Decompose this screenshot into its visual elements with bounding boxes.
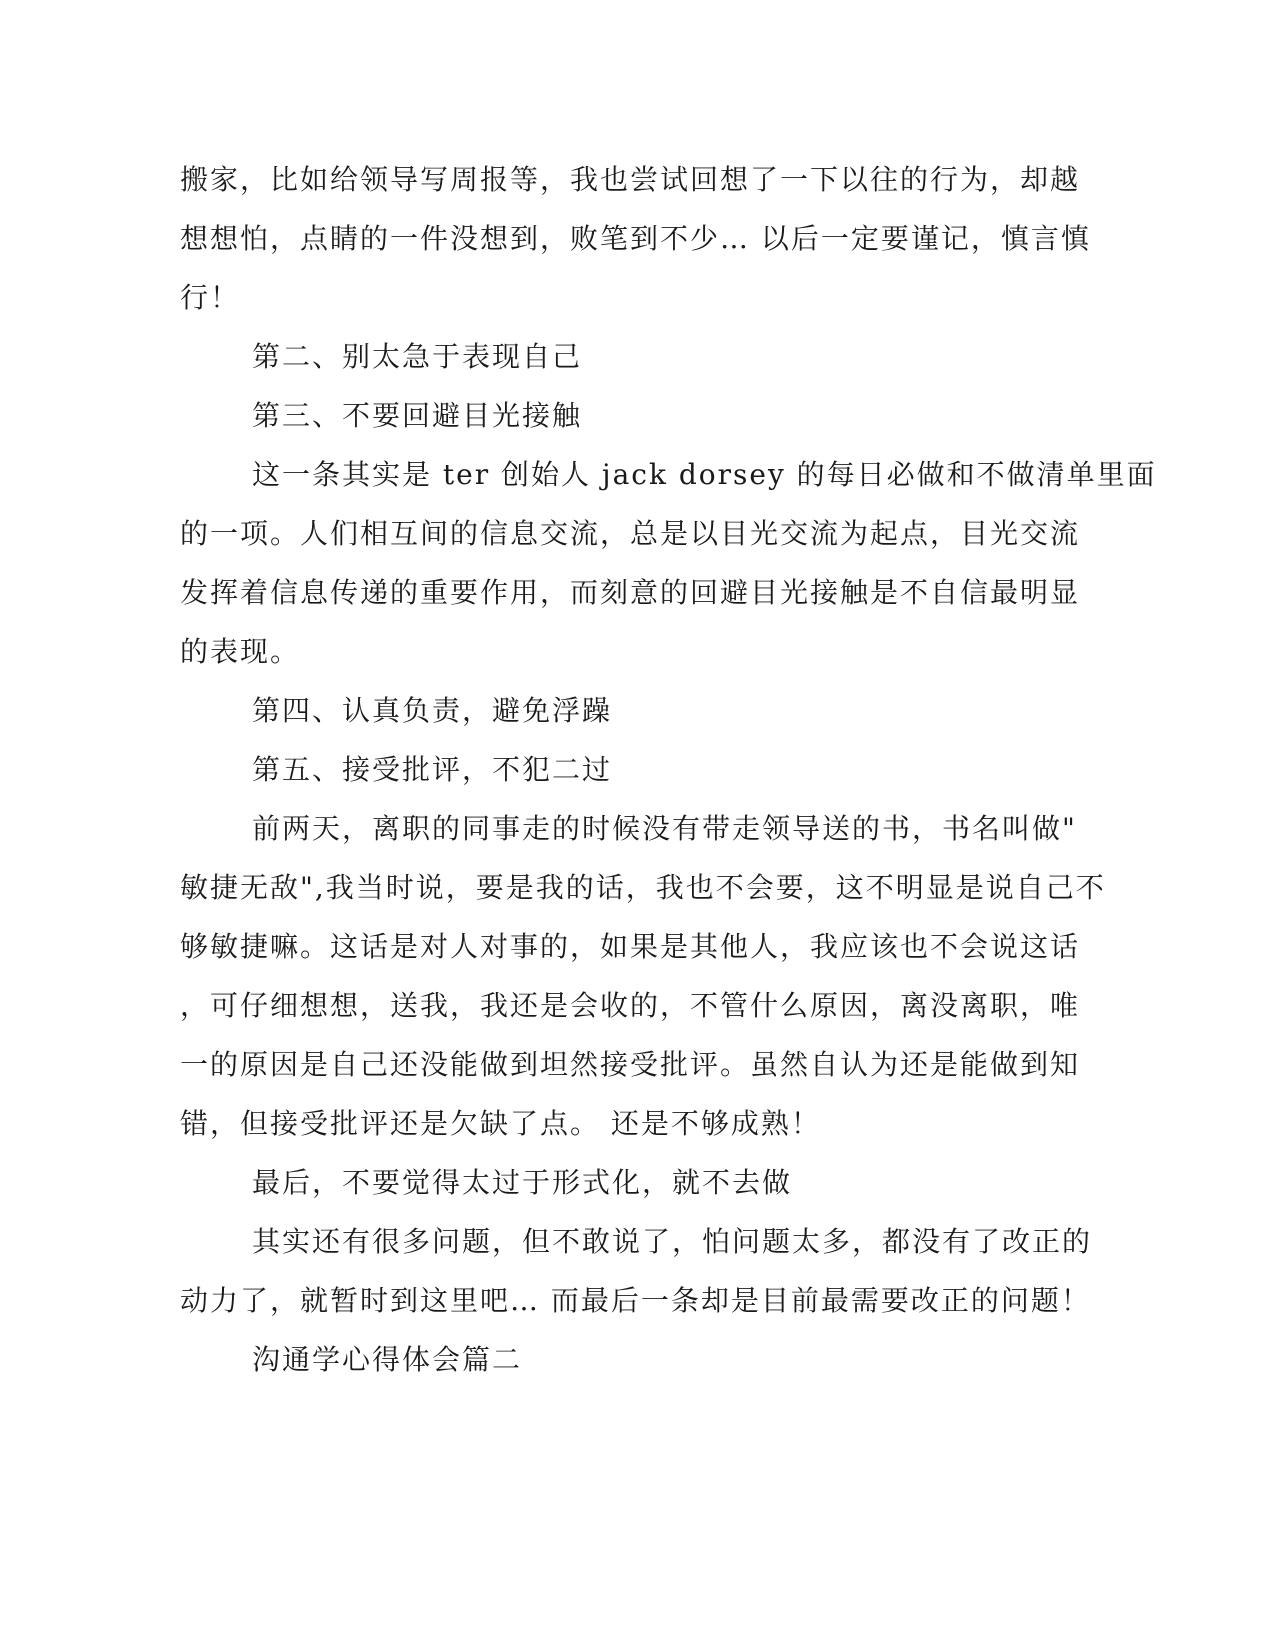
paragraph-line: 前两天，离职的同事走的时候没有带走领导送的书，书名叫做" bbox=[252, 812, 1077, 845]
paragraph-line: ，可仔细想想，送我，我还是会收的，不管什么原因，离没离职，唯 bbox=[180, 989, 1081, 1022]
paragraph-line: 的表现。 bbox=[180, 635, 301, 668]
paragraph-line: 行！ bbox=[180, 281, 241, 314]
section-heading: 第四、认真负责，避免浮躁 bbox=[252, 694, 613, 727]
paragraph-line: 动力了，就暂时到这里吧… 而最后一条却是目前最需要改正的问题！ bbox=[180, 1284, 1091, 1317]
section-heading: 第五、接受批评，不犯二过 bbox=[252, 753, 613, 786]
section-heading: 最后，不要觉得太过于形式化，就不去做 bbox=[252, 1166, 793, 1199]
section-title: 沟通学心得体会篇二 bbox=[252, 1343, 523, 1376]
paragraph-line: 敏捷无敌",我当时说，要是我的话，我也不会要，这不明显是说自己不 bbox=[180, 871, 1106, 904]
paragraph-line: 够敏捷嘛。这话是对人对事的，如果是其他人，我应该也不会说这话 bbox=[180, 930, 1081, 963]
document-page bbox=[180, 150, 1157, 1389]
paragraph-line: 错，但接受批评还是欠缺了点。 还是不够成熟！ bbox=[180, 1107, 821, 1140]
paragraph-line: 发挥着信息传递的重要作用，而刻意的回避目光接触是不自信最明显 bbox=[180, 576, 1081, 609]
paragraph-line: 其实还有很多问题，但不敢说了，怕问题太多，都没有了改正的 bbox=[252, 1225, 1093, 1258]
section-heading: 第三、不要回避目光接触 bbox=[252, 399, 583, 432]
paragraph-line: 搬家，比如给领导写周报等，我也尝试回想了一下以往的行为，却越 bbox=[180, 163, 1081, 196]
section-heading: 第二、别太急于表现自己 bbox=[252, 340, 583, 373]
paragraph-line: 一的原因是自己还没能做到坦然接受批评。虽然自认为还是能做到知 bbox=[180, 1048, 1081, 1081]
paragraph-line: 的一项。人们相互间的信息交流，总是以目光交流为起点，目光交流 bbox=[180, 517, 1081, 550]
paragraph-line: 想想怕，点睛的一件没想到，败笔到不少… 以后一定要谨记，慎言慎 bbox=[180, 222, 1091, 255]
paragraph-line: 这一条其实是 ter 创始人 jack dorsey 的每日必做和不做清单里面 bbox=[252, 458, 1157, 491]
